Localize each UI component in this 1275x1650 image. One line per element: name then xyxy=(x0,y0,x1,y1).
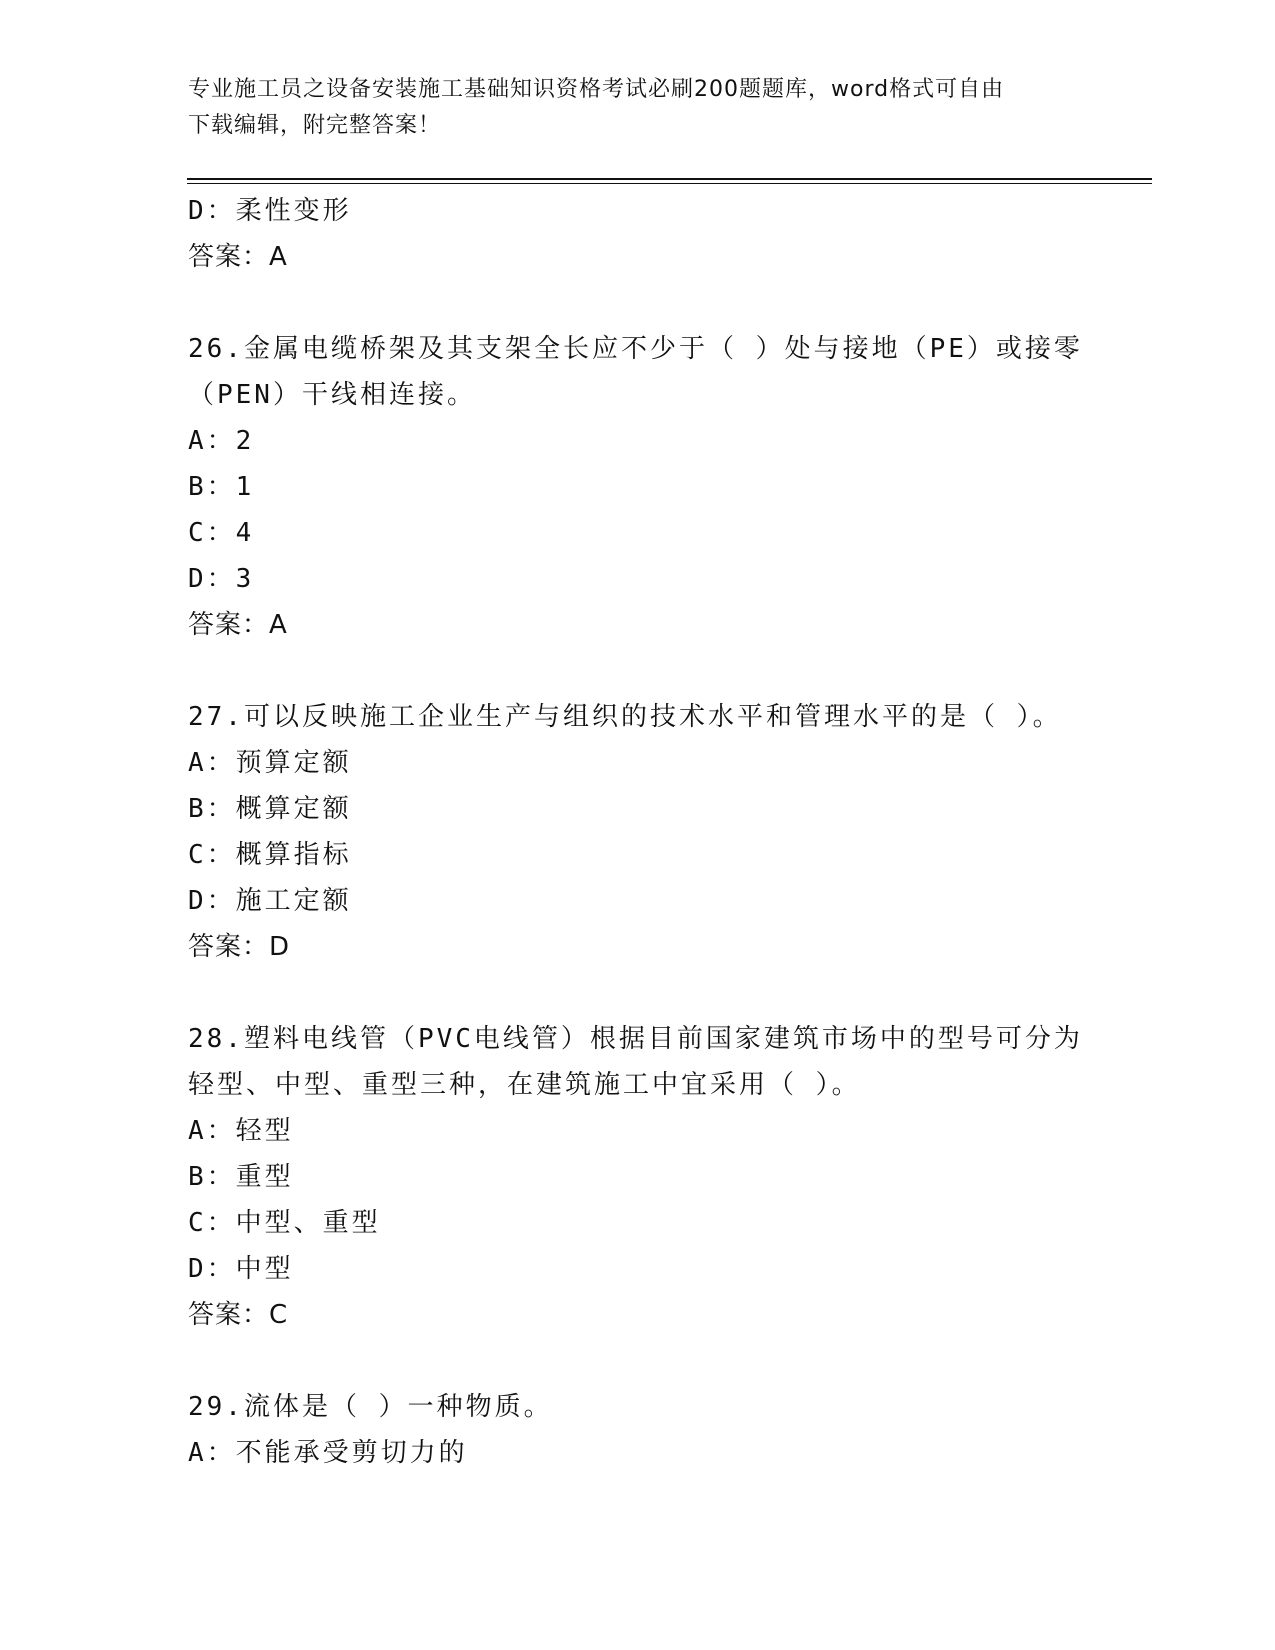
prev-question-option-d: D：柔性变形 xyxy=(188,196,352,226)
spacer xyxy=(188,648,1088,694)
question-26-stem-line-1: 26.金属电缆桥架及其支架全长应不少于（ ）处与接地（PE）或接零 xyxy=(188,334,1083,364)
header-divider-thick xyxy=(187,178,1152,180)
question-26-option-d: D：3 xyxy=(188,564,255,594)
spacer xyxy=(188,970,1088,1016)
question-27-stem-line-1: 27.可以反映施工企业生产与组织的技术水平和管理水平的是（ ）。 xyxy=(188,702,1062,732)
question-26-option-c: C：4 xyxy=(188,518,255,548)
question-26-stem-line-2: （PEN）干线相连接。 xyxy=(188,380,476,410)
question-26-option-b: B：1 xyxy=(188,472,255,502)
header-title-line-1: 专业施工员之设备安装施工基础知识资格考试必刷200题题库，word格式可自由 xyxy=(188,77,1005,102)
question-28-option-d: D：中型 xyxy=(188,1254,294,1284)
header-title-line-2: 下载编辑，附完整答案！ xyxy=(188,113,442,138)
question-27-answer: 答案：D xyxy=(188,932,291,962)
question-29-option-a: A：不能承受剪切力的 xyxy=(188,1438,468,1468)
question-27-option-a: A：预算定额 xyxy=(188,748,352,778)
question-28-option-a: A：轻型 xyxy=(188,1116,294,1146)
question-26-answer: 答案：A xyxy=(188,610,288,640)
spacer xyxy=(188,1338,1088,1384)
question-28-option-c: C：中型、重型 xyxy=(188,1208,381,1238)
question-26 xyxy=(188,326,1088,648)
question-29 xyxy=(188,1384,1088,1476)
question-27-option-b: B：概算定额 xyxy=(188,794,352,824)
question-28-stem-line-2: 轻型、中型、重型三种，在建筑施工中宜采用（ ）。 xyxy=(188,1070,861,1100)
question-27-option-c: C：概算指标 xyxy=(188,840,352,870)
prev-question-answer: 答案：A xyxy=(188,242,288,272)
question-27-option-d: D：施工定额 xyxy=(188,886,352,916)
question-28-answer: 答案：C xyxy=(188,1300,289,1330)
question-list xyxy=(188,188,1088,1476)
question-28 xyxy=(188,1016,1088,1338)
spacer xyxy=(188,280,1088,326)
question-27 xyxy=(188,694,1088,970)
question-29-stem-line-1: 29.流体是（ ）一种物质。 xyxy=(188,1392,553,1422)
question-28-stem-line-1: 28.塑料电线管（PVC电线管）根据目前国家建筑市场中的型号可分为 xyxy=(188,1024,1083,1054)
document-header xyxy=(188,72,1068,144)
question-28-option-b: B：重型 xyxy=(188,1162,294,1192)
question-26-option-a: A：2 xyxy=(188,426,255,456)
header-divider-thin xyxy=(187,183,1152,184)
